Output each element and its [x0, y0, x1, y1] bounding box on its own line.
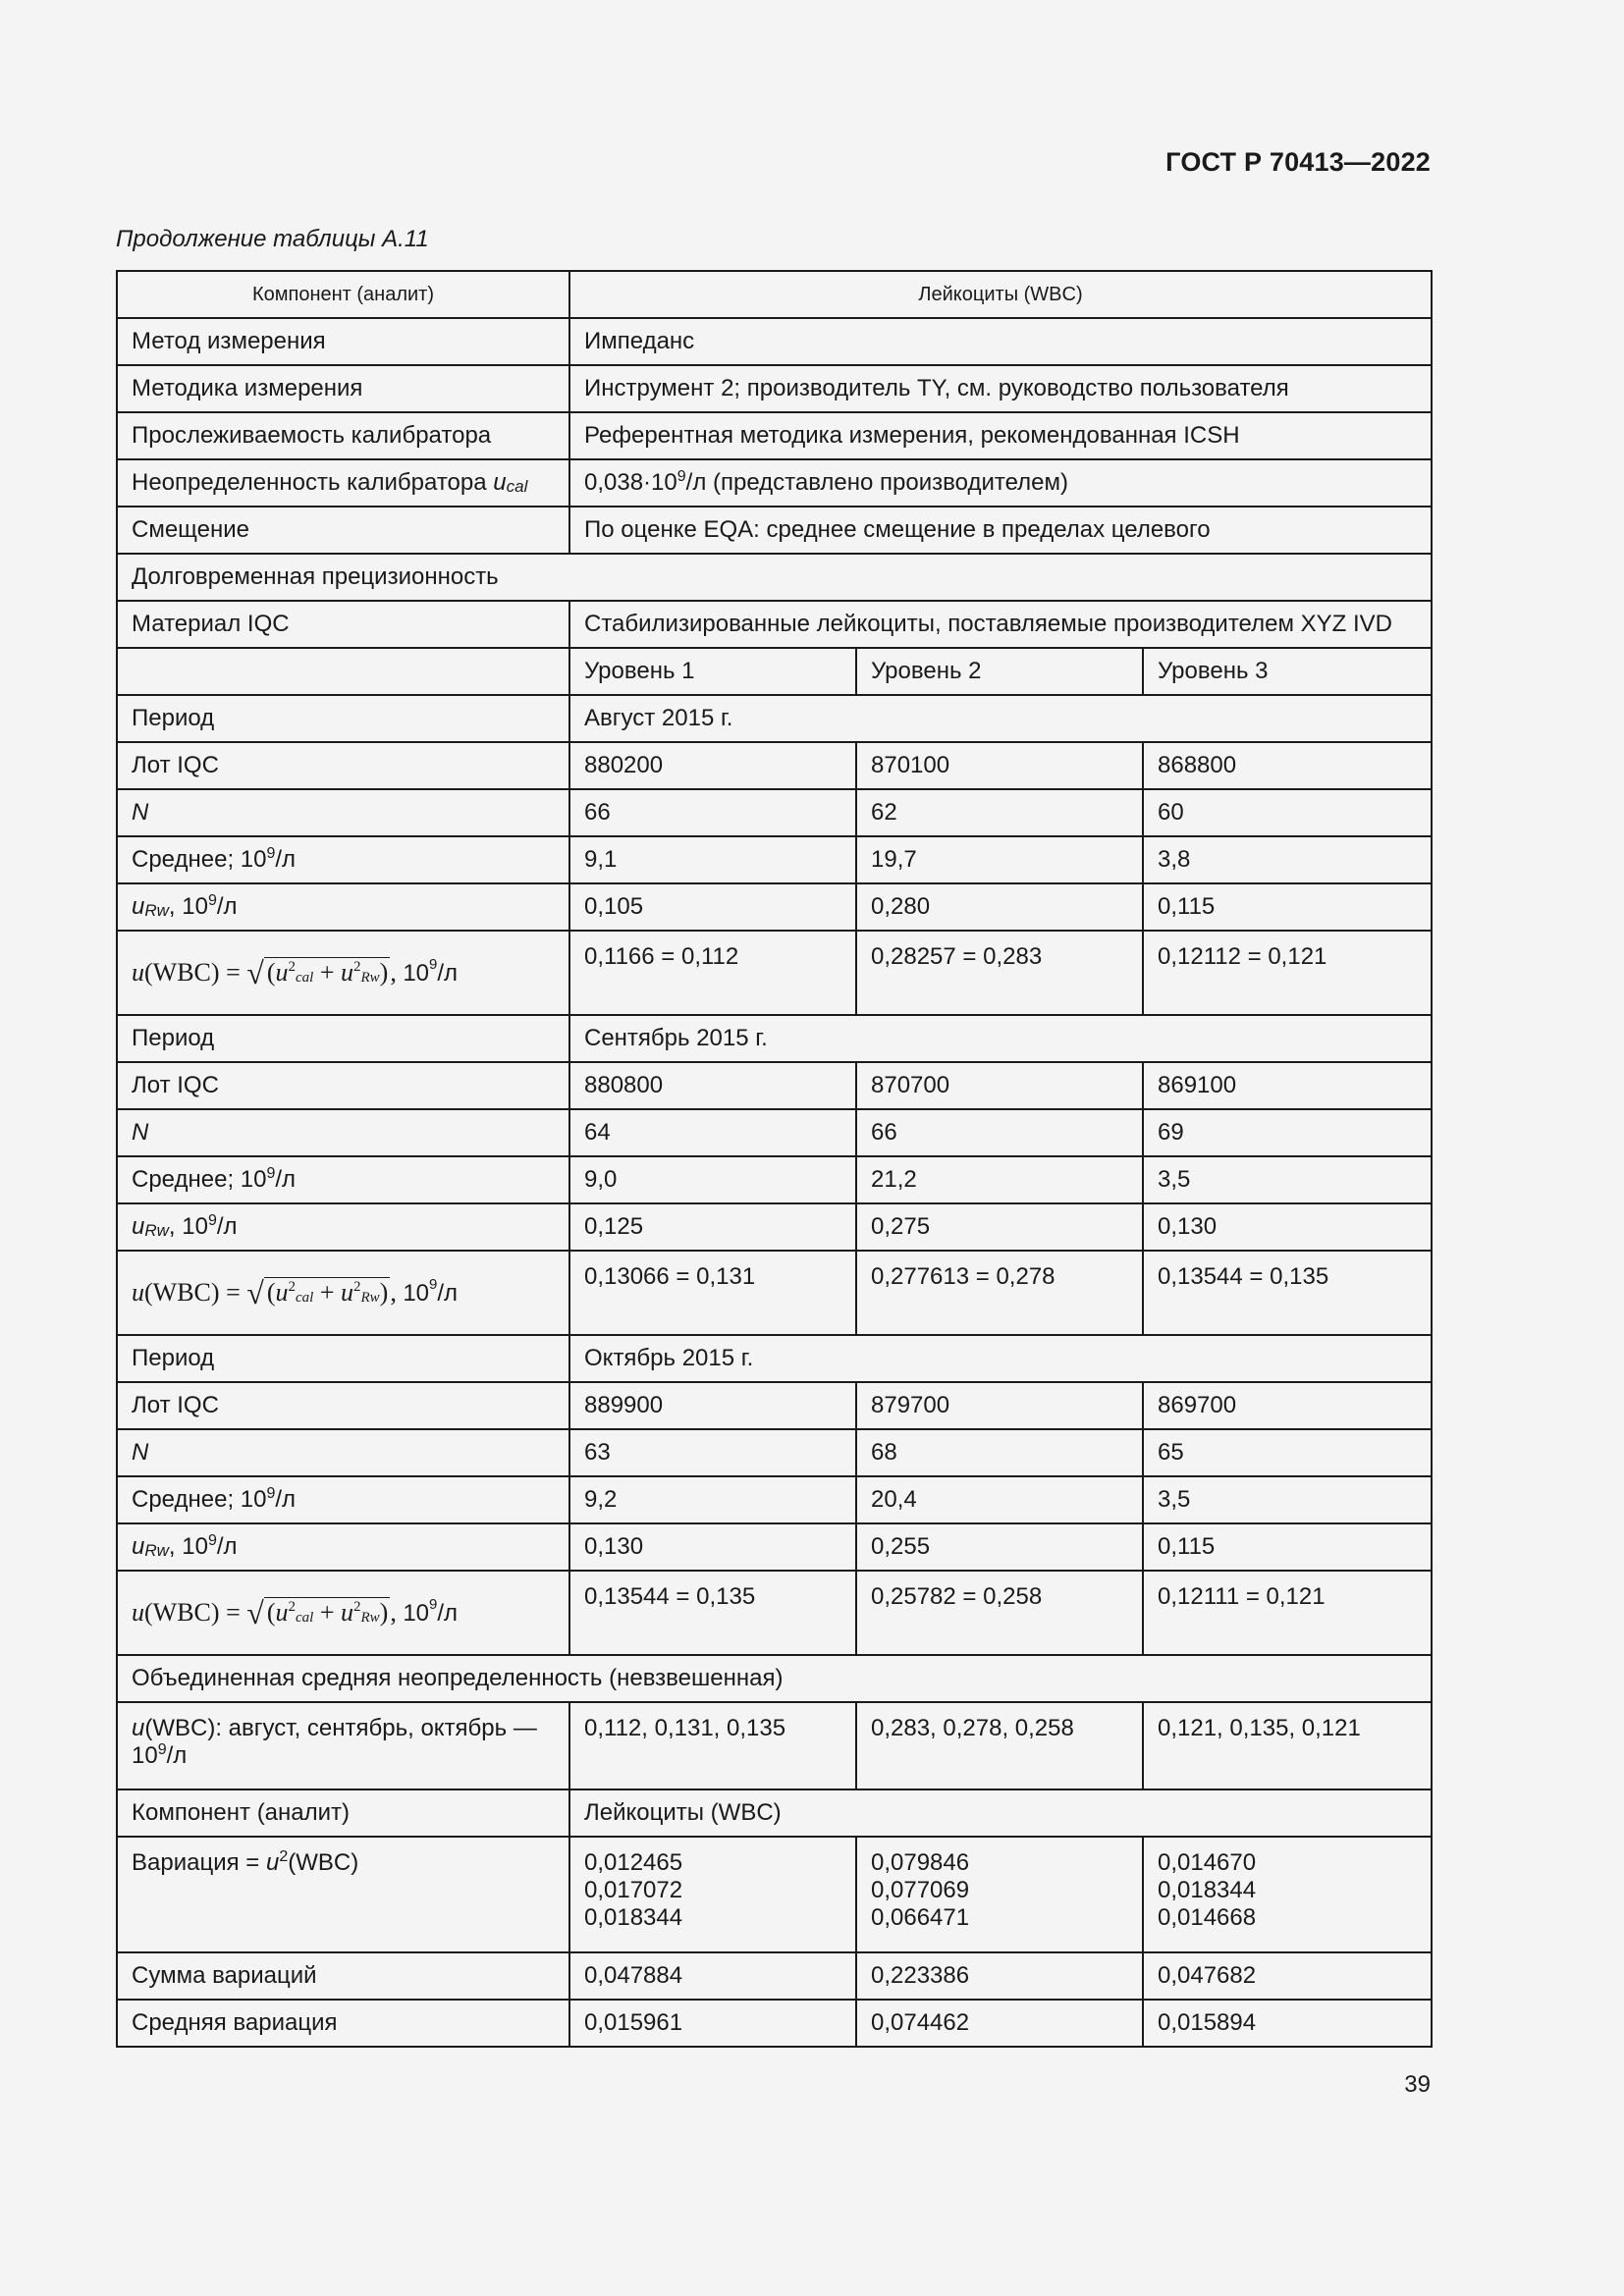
mean-value: 3,5 — [1143, 1476, 1432, 1523]
n-label: N — [117, 789, 569, 836]
mean-value: 9,1 — [569, 836, 856, 883]
sum-variation-label: Сумма вариаций — [117, 1952, 569, 2000]
sum-variation-value: 0,047884 — [569, 1952, 856, 2000]
level-3: Уровень 3 — [1143, 648, 1432, 695]
row-label: Метод измерения — [117, 318, 569, 365]
u-summary-value: 0,283, 0,278, 0,258 — [856, 1702, 1143, 1789]
urw-value: 0,130 — [569, 1523, 856, 1571]
level-1: Уровень 1 — [569, 648, 856, 695]
urw-value: 0,115 — [1143, 883, 1432, 931]
table-row — [117, 1789, 1432, 1837]
variation-values: 0,014670 0,018344 0,014668 — [1143, 1837, 1432, 1952]
period-name: Октябрь 2015 г. — [569, 1335, 1432, 1382]
urw-value: 0,115 — [1143, 1523, 1432, 1571]
uncertainty-formula: u(WBC) = √ $(u^2_{cal} + u^2_{Rw})$, $10^9/л$ — [117, 1571, 569, 1655]
period-name: Сентябрь 2015 г. — [569, 1015, 1432, 1062]
table-row — [117, 459, 1432, 507]
table-row — [117, 412, 1432, 459]
section-row — [117, 554, 1432, 601]
table-row — [117, 2000, 1432, 2047]
row-label: Смещение — [117, 507, 569, 554]
n-value: 63 — [569, 1429, 856, 1476]
uncertainty-formula: u(WBC) = √ $(u^2_{cal} + u^2_{Rw})$, $10^9/л$ — [117, 931, 569, 1015]
row-value: $0,038\cdot 10^9/л$ (представлено производителем) — [569, 459, 1432, 507]
u-summary-value: 0,112, 0,131, 0,135 — [569, 1702, 856, 1789]
n-value: 66 — [856, 1109, 1143, 1156]
n-value: 69 — [1143, 1109, 1432, 1156]
lot-label: Лот IQC — [117, 1382, 569, 1429]
component-value: Лейкоциты (WBC) — [569, 1789, 1432, 1837]
lot-value: 880800 — [569, 1062, 856, 1109]
period-label: Период — [117, 1015, 569, 1062]
mean-variation-value: 0,015961 — [569, 2000, 856, 2047]
period-row — [117, 695, 1432, 742]
header-analyte: Лейкоциты (WBC) — [569, 271, 1432, 318]
section-longterm-precision: Долговременная прецизионность — [117, 554, 1432, 601]
mean-variation-label: Средняя вариация — [117, 2000, 569, 2047]
level-2: Уровень 2 — [856, 648, 1143, 695]
urw-label: $u_{Rw}$, $10^9/л$ — [117, 883, 569, 931]
u-value: 0,13544 = 0,135 — [569, 1571, 856, 1655]
urw-value: 0,105 — [569, 883, 856, 931]
levels-row — [117, 648, 1432, 695]
urw-value: 0,130 — [1143, 1203, 1432, 1251]
period-row — [117, 1015, 1432, 1062]
section-combined-uncertainty: Объединенная средняя неопределенность (невзвешенная) — [117, 1655, 1432, 1702]
n-value: 65 — [1143, 1429, 1432, 1476]
urw-value: 0,125 — [569, 1203, 856, 1251]
u-value: 0,25782 = 0,258 — [856, 1571, 1143, 1655]
mean-label: Среднее; $10^9/л$ — [117, 836, 569, 883]
lot-value: 870700 — [856, 1062, 1143, 1109]
u-value: 0,28257 = 0,283 — [856, 931, 1143, 1015]
table-row — [117, 318, 1432, 365]
u-value: 0,1166 = 0,112 — [569, 931, 856, 1015]
table-row — [117, 365, 1432, 412]
row-label: Методика измерения — [117, 365, 569, 412]
lot-value: 879700 — [856, 1382, 1143, 1429]
urw-value: 0,275 — [856, 1203, 1143, 1251]
period-name: Август 2015 г. — [569, 695, 1432, 742]
page-number: 39 — [1404, 2071, 1431, 2098]
lot-label: Лот IQC — [117, 1062, 569, 1109]
table-row — [117, 789, 1432, 836]
table-row — [117, 1476, 1432, 1523]
row-value: Референтная методика измерения, рекомендованная ICSH — [569, 412, 1432, 459]
u-value: 0,12111 = 0,121 — [1143, 1571, 1432, 1655]
row-value: По оценке EQA: среднее смещение в пределах целевого — [569, 507, 1432, 554]
period-label: Период — [117, 695, 569, 742]
n-value: 64 — [569, 1109, 856, 1156]
component-label: Компонент (аналит) — [117, 1789, 569, 1837]
row-label: Материал IQC — [117, 601, 569, 648]
row-value: Инструмент 2; производитель TY, см. руководство пользователя — [569, 365, 1432, 412]
table-row — [117, 507, 1432, 554]
row-value: Импеданс — [569, 318, 1432, 365]
n-label: N — [117, 1429, 569, 1476]
mean-value: 20,4 — [856, 1476, 1143, 1523]
u-value: 0,13544 = 0,135 — [1143, 1251, 1432, 1335]
table-row — [117, 1251, 1432, 1335]
row-value: Стабилизированные лейкоциты, поставляемые производителем XYZ IVD — [569, 601, 1432, 648]
lot-value: 870100 — [856, 742, 1143, 789]
urw-label: $u_{Rw}$, $10^9/л$ — [117, 1203, 569, 1251]
n-value: 60 — [1143, 789, 1432, 836]
mean-variation-value: 0,074462 — [856, 2000, 1143, 2047]
lot-label: Лот IQC — [117, 742, 569, 789]
document-code: ГОСТ Р 70413—2022 — [1165, 147, 1431, 177]
u-summary-label: u(WBC): август, сентябрь, октябрь — $10^9/л$ — [117, 1702, 569, 1789]
sum-variation-value: 0,047682 — [1143, 1952, 1432, 2000]
empty-cell — [117, 648, 569, 695]
period-label: Период — [117, 1335, 569, 1382]
header-component: Компонент (аналит) — [117, 271, 569, 318]
variation-label: Вариация = $u^2(WBC)$ — [117, 1837, 569, 1952]
lot-value: 868800 — [1143, 742, 1432, 789]
row-label: Прослеживаемость калибратора — [117, 412, 569, 459]
table-row — [117, 1156, 1432, 1203]
table-row — [117, 1837, 1432, 1952]
n-label: N — [117, 1109, 569, 1156]
n-value: 68 — [856, 1429, 1143, 1476]
uncertainty-formula: u(WBC) = √ $(u^2_{cal} + u^2_{Rw})$, $10^9/л$ — [117, 1251, 569, 1335]
mean-value: 3,8 — [1143, 836, 1432, 883]
mean-label: Среднее; $10^9/л$ — [117, 1156, 569, 1203]
table-row — [117, 1952, 1432, 2000]
table-row — [117, 1109, 1432, 1156]
mean-value: 9,2 — [569, 1476, 856, 1523]
table-row — [117, 742, 1432, 789]
table-row — [117, 1571, 1432, 1655]
urw-value: 0,280 — [856, 883, 1143, 931]
data-table — [116, 270, 1433, 2048]
row-label: Неопределенность калибратора $u_{cal}$ — [117, 459, 569, 507]
urw-label: $u_{Rw}$, $10^9/л$ — [117, 1523, 569, 1571]
table-row — [117, 1382, 1432, 1429]
u-value: 0,277613 = 0,278 — [856, 1251, 1143, 1335]
u-summary-value: 0,121, 0,135, 0,121 — [1143, 1702, 1432, 1789]
mean-variation-value: 0,015894 — [1143, 2000, 1432, 2047]
lot-value: 869100 — [1143, 1062, 1432, 1109]
table-row — [117, 883, 1432, 931]
table-continuation-caption: Продолжение таблицы А.11 — [116, 226, 429, 252]
table-row — [117, 1203, 1432, 1251]
table-header-row — [117, 271, 1432, 318]
urw-value: 0,255 — [856, 1523, 1143, 1571]
table-row — [117, 836, 1432, 883]
variation-values: 0,079846 0,077069 0,066471 — [856, 1837, 1143, 1952]
period-row — [117, 1335, 1432, 1382]
sum-variation-value: 0,223386 — [856, 1952, 1143, 2000]
variation-values: 0,012465 0,017072 0,018344 — [569, 1837, 856, 1952]
table-row — [117, 601, 1432, 648]
mean-value: 3,5 — [1143, 1156, 1432, 1203]
mean-label: Среднее; $10^9/л$ — [117, 1476, 569, 1523]
n-value: 62 — [856, 789, 1143, 836]
table-row — [117, 1523, 1432, 1571]
mean-value: 9,0 — [569, 1156, 856, 1203]
lot-value: 889900 — [569, 1382, 856, 1429]
u-value: 0,12112 = 0,121 — [1143, 931, 1432, 1015]
u-value: 0,13066 = 0,131 — [569, 1251, 856, 1335]
table-row — [117, 931, 1432, 1015]
mean-value: 19,7 — [856, 836, 1143, 883]
table-row — [117, 1702, 1432, 1789]
section-row — [117, 1655, 1432, 1702]
lot-value: 880200 — [569, 742, 856, 789]
n-value: 66 — [569, 789, 856, 836]
table-row — [117, 1062, 1432, 1109]
table-row — [117, 1429, 1432, 1476]
lot-value: 869700 — [1143, 1382, 1432, 1429]
mean-value: 21,2 — [856, 1156, 1143, 1203]
